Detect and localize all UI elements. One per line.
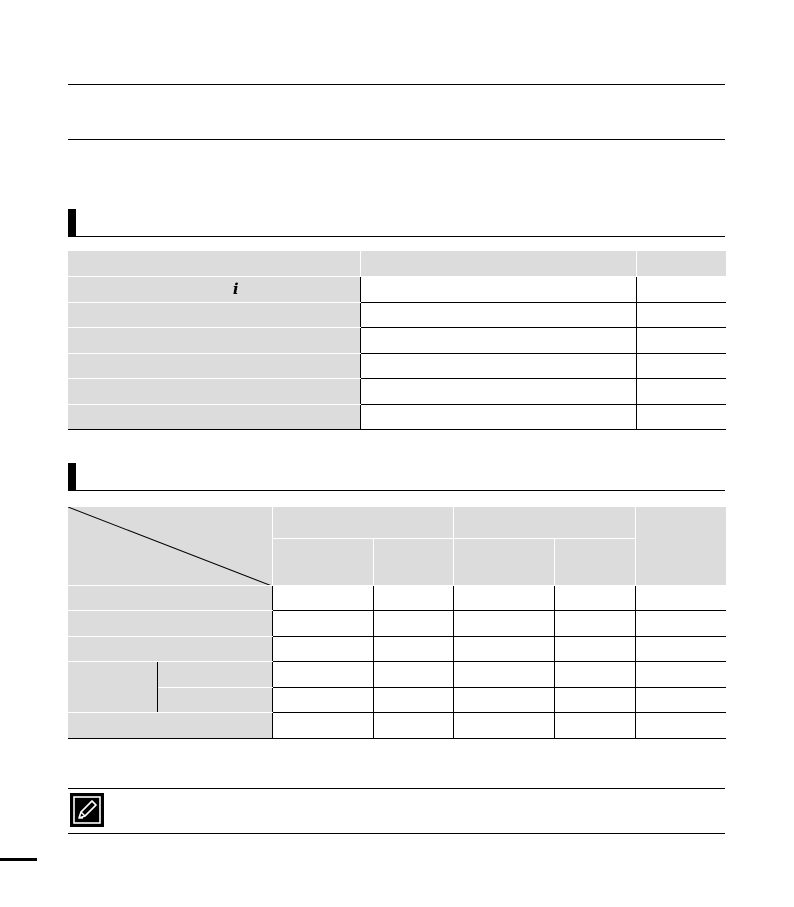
sub-header	[453, 538, 554, 585]
table-row	[68, 611, 726, 637]
table-cell	[360, 404, 636, 430]
sub-header	[272, 538, 373, 585]
table-cell	[636, 328, 726, 354]
table-row	[68, 328, 726, 354]
row-group-label-cell	[68, 662, 157, 713]
table-cell	[453, 611, 554, 637]
table-row	[68, 636, 726, 662]
table-cell	[636, 379, 726, 405]
table-cell	[554, 662, 635, 688]
sub-header	[373, 538, 453, 585]
table-cell	[554, 713, 635, 739]
row-label-cell	[68, 611, 272, 637]
table-cell	[636, 404, 726, 430]
section-heading-1	[68, 209, 725, 237]
table-header-row	[68, 507, 726, 538]
table-row	[68, 585, 726, 611]
row-label-cell	[68, 353, 360, 379]
row-sublabel-cell	[157, 662, 272, 688]
table-cell	[373, 611, 453, 637]
table-cell	[373, 662, 453, 688]
table-cell	[453, 687, 554, 713]
info-icon: i	[232, 280, 239, 299]
note-pencil-icon	[70, 793, 104, 827]
row-label-cell	[68, 379, 360, 405]
table-cell	[636, 302, 726, 328]
table-cell	[554, 585, 635, 611]
row-label-cell	[68, 713, 272, 739]
section-marker	[68, 209, 76, 237]
table-row	[68, 302, 726, 328]
table-cell	[272, 662, 373, 688]
table-cell	[635, 662, 726, 688]
table-row	[68, 662, 726, 688]
compatibility-table	[68, 507, 726, 739]
table-cell	[360, 353, 636, 379]
table-cell	[373, 636, 453, 662]
section-marker	[68, 463, 76, 491]
section-heading-2	[68, 463, 725, 491]
table-row	[68, 687, 726, 713]
table-row	[68, 404, 726, 430]
group-header	[453, 507, 635, 538]
header-top-rule	[68, 84, 725, 85]
table-cell	[554, 611, 635, 637]
table-cell	[453, 636, 554, 662]
settings-table	[68, 251, 726, 430]
diagonal-header-cell	[68, 507, 272, 585]
table-row	[68, 713, 726, 739]
table-cell	[373, 585, 453, 611]
table-cell	[272, 636, 373, 662]
row-label-cell	[68, 302, 360, 328]
table-row	[68, 379, 726, 405]
table-cell	[636, 277, 726, 303]
table-cell	[360, 277, 636, 303]
table-cell	[272, 687, 373, 713]
table-cell	[635, 713, 726, 739]
group-header	[272, 507, 453, 538]
table-cell	[360, 328, 636, 354]
row-label-cell	[68, 585, 272, 611]
table-cell	[360, 379, 636, 405]
table-cell	[453, 713, 554, 739]
header-bottom-rule	[68, 139, 725, 140]
table-header-row	[68, 251, 726, 277]
table-header-cell	[68, 251, 360, 277]
table-cell	[636, 353, 726, 379]
row-sublabel-cell	[157, 687, 272, 713]
table-row	[68, 277, 726, 303]
table-header-cell	[636, 251, 726, 277]
table-cell	[635, 585, 726, 611]
table-cell	[554, 636, 635, 662]
page-number-bar	[0, 858, 37, 861]
table-cell	[272, 713, 373, 739]
table-cell	[453, 585, 554, 611]
row-label-cell	[68, 328, 360, 354]
table-cell	[635, 611, 726, 637]
diagonal-divider	[68, 507, 272, 585]
sub-header	[554, 538, 635, 585]
table-cell	[554, 687, 635, 713]
section-rule	[68, 236, 725, 237]
table-cell	[453, 662, 554, 688]
table-cell	[272, 611, 373, 637]
table-cell	[360, 302, 636, 328]
row-label-cell	[68, 404, 360, 430]
row-label-cell	[68, 277, 360, 303]
table-cell	[373, 713, 453, 739]
table-header-cell	[360, 251, 636, 277]
table-cell	[635, 687, 726, 713]
table-cell	[373, 687, 453, 713]
note-box	[68, 788, 725, 834]
table-cell	[635, 636, 726, 662]
row-label-cell	[68, 636, 272, 662]
section-rule	[68, 490, 725, 491]
group-header	[635, 507, 726, 585]
table-row	[68, 353, 726, 379]
table-cell	[272, 585, 373, 611]
